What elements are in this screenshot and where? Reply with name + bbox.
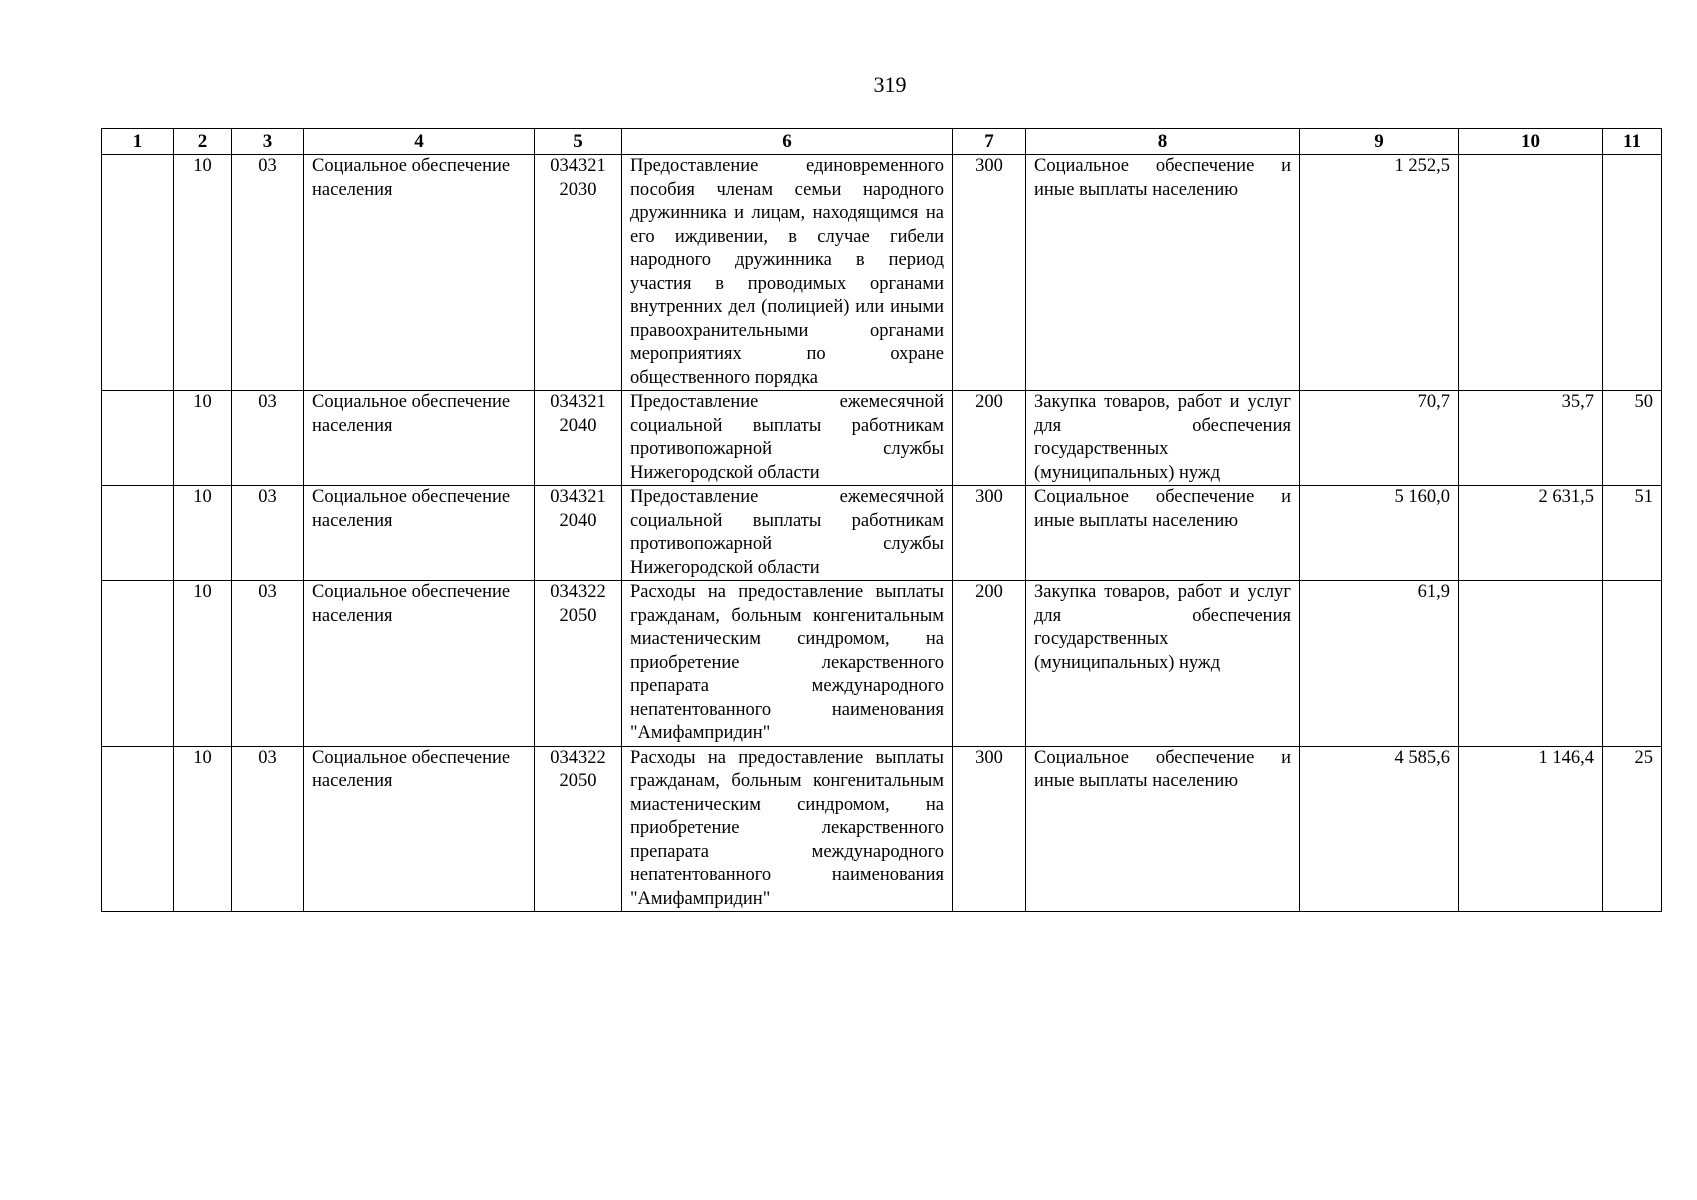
header-row xyxy=(102,129,1662,155)
cell-section-code: 10 xyxy=(174,486,232,581)
page-number: 319 xyxy=(873,72,907,97)
target-article-code-part: 034322 xyxy=(550,582,606,602)
cell-expense-description: Предоставление единовременного пособия членам семьи народного дружинника и лицам, находящимся на его иждивении, в случае гибели народного дружинника в период участия в проводимых органами внутренних дел (полицией) или иными правоохранительными органами мероприятиях по охране общественного порядка xyxy=(622,155,953,391)
target-article-code-part: 2050 xyxy=(559,771,597,791)
cell-target-article xyxy=(535,581,622,747)
cell-section-code: 10 xyxy=(174,155,232,391)
cell-target-article xyxy=(535,155,622,391)
cell-amount-federal xyxy=(1459,581,1603,747)
cell-amount-total: 1 252,5 xyxy=(1300,155,1459,391)
table-row xyxy=(102,155,1662,391)
cell-target-article xyxy=(535,391,622,486)
cell-col-1 xyxy=(102,155,174,391)
table-row xyxy=(102,486,1662,581)
cell-expense-type-name: Социальное обеспечение и иные выплаты населению xyxy=(1026,746,1300,912)
cell-subsection-code: 03 xyxy=(232,746,304,912)
cell-amount-total: 61,9 xyxy=(1300,581,1459,747)
cell-subsection-code: 03 xyxy=(232,391,304,486)
table-row xyxy=(102,581,1662,747)
cell-expense-description: Предоставление ежемесячной социальной выплаты работникам противопожарной службы Нижегородской области xyxy=(622,486,953,581)
budget-table xyxy=(101,128,1662,912)
cell-col-11: 25 xyxy=(1603,746,1662,912)
cell-section-name: Социальное обеспечение населения xyxy=(304,486,535,581)
cell-section-name: Социальное обеспечение населения xyxy=(304,155,535,391)
cell-expense-type-code: 300 xyxy=(953,486,1026,581)
cell-amount-total: 70,7 xyxy=(1300,391,1459,486)
cell-section-code: 10 xyxy=(174,581,232,747)
cell-col-1 xyxy=(102,746,174,912)
table-row xyxy=(102,746,1662,912)
cell-subsection-code: 03 xyxy=(232,486,304,581)
column-header-11: 11 xyxy=(1603,129,1662,155)
column-header-8: 8 xyxy=(1026,129,1300,155)
cell-col-1 xyxy=(102,391,174,486)
cell-expense-description: Расходы на предоставление выплаты гражданам, больным конгенитальным миастеническим синдромом, на приобретение лекарственного препарата международного непатентованного наименования "Амифампридин" xyxy=(622,746,953,912)
target-article-code-part: 034321 xyxy=(550,392,606,412)
cell-col-11: 51 xyxy=(1603,486,1662,581)
column-header-10: 10 xyxy=(1459,129,1603,155)
column-header-5: 5 xyxy=(535,129,622,155)
target-article-code-part: 2050 xyxy=(559,605,597,626)
cell-col-11 xyxy=(1603,581,1662,747)
target-article-code-part: 034321 xyxy=(550,156,606,176)
target-article-code-part: 034322 xyxy=(550,747,606,768)
target-article-code-part: 2040 xyxy=(559,415,597,436)
column-header-9: 9 xyxy=(1300,129,1459,155)
target-article-code-part: 034321 xyxy=(550,487,606,507)
column-header-7: 7 xyxy=(953,129,1026,155)
cell-expense-type-name: Социальное обеспечение и иные выплаты населению xyxy=(1026,486,1300,581)
target-article-code-part: 2040 xyxy=(559,510,597,531)
cell-col-11 xyxy=(1603,155,1662,391)
target-article-code-part: 2030 xyxy=(559,179,597,200)
cell-amount-federal: 1 146,4 xyxy=(1459,746,1603,912)
cell-expense-type-name: Социальное обеспечение и иные выплаты населению xyxy=(1026,155,1300,391)
column-header-3: 3 xyxy=(232,129,304,155)
cell-section-name: Социальное обеспечение населения xyxy=(304,391,535,486)
cell-expense-type-code: 200 xyxy=(953,581,1026,747)
cell-amount-federal: 2 631,5 xyxy=(1459,486,1603,581)
cell-expense-type-code: 200 xyxy=(953,391,1026,486)
cell-expense-type-code: 300 xyxy=(953,155,1026,391)
cell-expense-description: Предоставление ежемесячной социальной выплаты работникам противопожарной службы Нижегородской области xyxy=(622,391,953,486)
cell-expense-type-name: Закупка товаров, работ и услуг для обеспечения государственных (муниципальных) нужд xyxy=(1026,581,1300,747)
table-body xyxy=(102,155,1662,912)
cell-col-11: 50 xyxy=(1603,391,1662,486)
column-header-1: 1 xyxy=(102,129,174,155)
cell-expense-type-name: Закупка товаров, работ и услуг для обеспечения государственных (муниципальных) нужд xyxy=(1026,391,1300,486)
column-header-4: 4 xyxy=(304,129,535,155)
cell-amount-total: 4 585,6 xyxy=(1300,746,1459,912)
cell-section-name: Социальное обеспечение населения xyxy=(304,746,535,912)
column-header-2: 2 xyxy=(174,129,232,155)
cell-amount-total: 5 160,0 xyxy=(1300,486,1459,581)
cell-amount-federal xyxy=(1459,155,1603,391)
column-header-6: 6 xyxy=(622,129,953,155)
cell-col-1 xyxy=(102,581,174,747)
table-row xyxy=(102,391,1662,486)
cell-expense-type-code: 300 xyxy=(953,746,1026,912)
cell-subsection-code: 03 xyxy=(232,155,304,391)
cell-amount-federal: 35,7 xyxy=(1459,391,1603,486)
cell-col-1 xyxy=(102,486,174,581)
cell-section-name: Социальное обеспечение населения xyxy=(304,581,535,747)
cell-section-code: 10 xyxy=(174,746,232,912)
cell-target-article xyxy=(535,746,622,912)
cell-subsection-code: 03 xyxy=(232,581,304,747)
cell-expense-description: Расходы на предоставление выплаты гражданам, больным конгенитальным миастеническим синдромом, на приобретение лекарственного препарата международного непатентованного наименования "Амифампридин" xyxy=(622,581,953,747)
cell-section-code: 10 xyxy=(174,391,232,486)
cell-target-article xyxy=(535,486,622,581)
